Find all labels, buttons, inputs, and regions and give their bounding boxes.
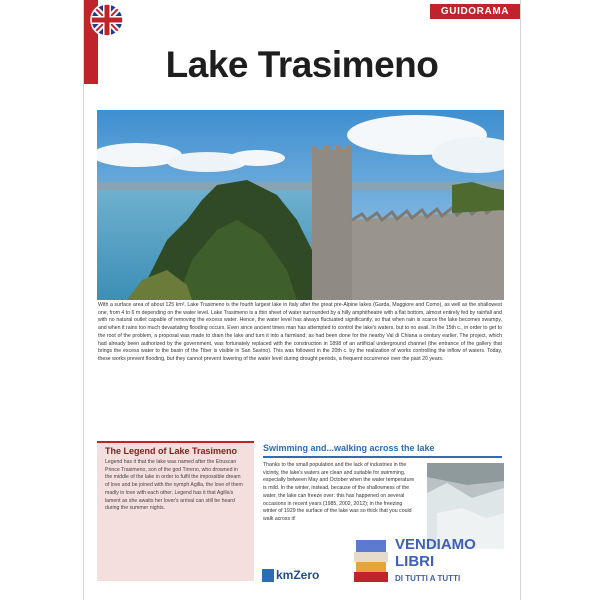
uk-flag-icon (90, 3, 124, 37)
kmzero-logo-text: kmZero (276, 568, 320, 582)
watermark-line3: DI TUTTI A TUTTI (395, 574, 461, 583)
watermark-line2: LIBRI (395, 553, 435, 570)
guidorama-brand: GUIDORAMA (430, 4, 520, 19)
swimming-title: Swimming and...walking across the lake (263, 443, 435, 453)
intro-paragraph: With a surface area of about 125 km², Lake Trasimeno is the fourth largest lake in Italy after the great pre-Alpine lakes (Garda, Maggiore and Como), as well as the shallowest one, from 4 to 6 m depending on the water level. Lake Trasimeno is a thin sheet of water surrounded by a hilly amphitheatre with a flat bottom, almost entirely fed by rainfall and with no natural outlet capable of removing the excess water. Hence, the water level has always fluctuated significantly, so that when rain is scarce the lake becomes swampy, and when it rains too much devastating flooding occurs. Even since ancient times man has attempted to control the lake's waters, but to no avail. In the 15th c., in order to get to the root of the problem, a proposal was made to drain the lake and turn it into a farmland; as had been done for the nearby Val di Chiana a century earlier. The project, which had already been authorized by the government, was fortunately replaced with the construction in 1898 of an artificial underground channel (the entrance of the gallery that brings the excess water to the basin of the Tiber is visible in San Savino). This was followed in the 20th c. by the realization of works controlling the inflow of waters. Today, these works prevent flooding, but they cannot prevent lowering of the water level during drought periods, a frequent occurrence over the past 20 years. (98, 302, 502, 362)
swimming-text: Thanks to the small population and the lack of industries in the vicinity, the lake's waters are clean and suitable for swimming, especially between May and October when the water temperature is mild. In the winter, instead, because of the shallowness of the water, the lake can freeze over: this has happened on several occasions in recent years (1985, 2002, 2012); in the freezing winter of 1929 the surface of the lake was so thick that you could walk across it! (263, 462, 415, 522)
castle-lake-photo (97, 110, 504, 300)
seller-watermark (352, 532, 482, 592)
kmzero-logo-mark (262, 569, 274, 582)
legend-title: The Legend of Lake Trasimeno (105, 446, 238, 456)
legend-box (97, 441, 254, 581)
kmzero-logo (262, 568, 322, 584)
swimming-divider (263, 456, 502, 458)
legend-text: Legend has it that the lake was named after the Etruscan Prince Trasimeno, son of the god Tirreno, who drowned in the middle of the lake in order to fulfil the impossible dream of love and be joined with the nymph Agilla, the love of them madly in love with each other. Legend has it that Agilla's lament as she awaits her lover's arrival can still be heard during the summer nights. (105, 459, 243, 512)
guide-page (83, 0, 521, 600)
page-title: Lake Trasimeno (165, 44, 439, 85)
watermark-line1: VENDIAMO (395, 536, 476, 553)
book-stack-icon (352, 540, 390, 586)
